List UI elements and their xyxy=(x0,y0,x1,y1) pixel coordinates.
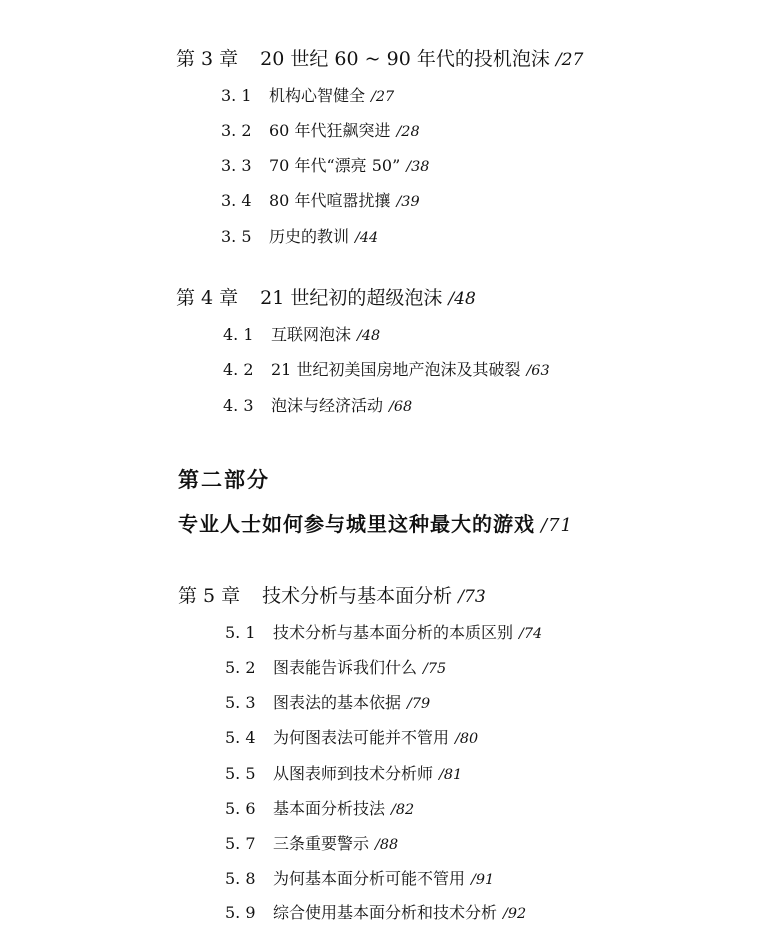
section-title: 基本面分析技法 xyxy=(273,799,386,818)
section-number: 5. 7 xyxy=(225,834,256,853)
section-3-2 xyxy=(221,118,420,141)
section-number: 5. 8 xyxy=(225,869,256,888)
page-number: /91 xyxy=(471,872,495,888)
section-3-1 xyxy=(221,83,394,106)
section-5-5 xyxy=(225,761,462,784)
section-5-8 xyxy=(225,866,494,889)
chapter-title: 21 世纪初的超级泡沫 xyxy=(260,287,443,309)
page-number: /75 xyxy=(423,661,447,677)
page-number: /44 xyxy=(355,230,379,246)
section-number: 5. 3 xyxy=(225,693,256,712)
section-5-9 xyxy=(225,900,526,923)
page-number: /79 xyxy=(407,696,431,712)
section-number: 5. 4 xyxy=(225,728,256,747)
section-number: 5. 1 xyxy=(225,623,256,642)
section-3-3 xyxy=(221,153,429,176)
section-title: 图表法的基本依据 xyxy=(273,693,402,712)
chapter-5-heading xyxy=(178,581,486,608)
part-title-text: 专业人士如何参与城里这种最大的游戏 xyxy=(178,512,535,536)
section-title: 70 年代“漂亮 50” xyxy=(269,156,401,175)
section-number: 3. 1 xyxy=(221,86,252,105)
section-5-1 xyxy=(225,620,542,643)
page-number: /27 xyxy=(555,50,584,70)
section-number: 5. 5 xyxy=(225,764,256,783)
page-number: /80 xyxy=(455,731,479,747)
section-title: 机构心智健全 xyxy=(269,86,366,105)
section-4-2 xyxy=(223,357,550,380)
page-number: /88 xyxy=(375,837,399,853)
chapter-title: 技术分析与基本面分析 xyxy=(262,585,453,607)
section-number: 3. 5 xyxy=(221,227,252,246)
section-3-4 xyxy=(221,188,420,211)
section-5-4 xyxy=(225,725,478,748)
section-number: 4. 3 xyxy=(223,396,254,415)
section-title: 互联网泡沫 xyxy=(271,325,352,344)
section-3-5 xyxy=(221,224,378,247)
section-5-2 xyxy=(225,655,446,678)
section-number: 4. 1 xyxy=(223,325,254,344)
chapter-4-heading xyxy=(176,283,476,310)
page-number: /39 xyxy=(396,194,420,210)
section-title: 历史的教训 xyxy=(269,227,350,246)
section-5-3 xyxy=(225,690,430,713)
section-number: 3. 3 xyxy=(221,156,252,175)
chapter-number: 第 4 章 xyxy=(176,287,239,309)
section-title: 图表能告诉我们什么 xyxy=(273,658,418,677)
part-2-label: 第二部分 xyxy=(178,467,270,492)
section-title: 80 年代喧嚣扰攘 xyxy=(269,191,391,210)
page-number: /82 xyxy=(391,802,415,818)
section-4-3 xyxy=(223,393,412,416)
chapter-3-heading xyxy=(176,44,583,71)
section-4-1 xyxy=(223,322,380,345)
section-number: 5. 6 xyxy=(225,799,256,818)
section-number: 5. 9 xyxy=(225,903,256,922)
page-number: /68 xyxy=(389,399,413,415)
chapter-number: 第 3 章 xyxy=(176,48,239,70)
page-number: /28 xyxy=(396,124,420,140)
page-number: /71 xyxy=(541,515,573,536)
chapter-title: 20 世纪 60 ~ 90 年代的投机泡沫 xyxy=(260,48,550,70)
section-title: 技术分析与基本面分析的本质区别 xyxy=(273,623,514,642)
section-5-6 xyxy=(225,796,414,819)
page-number: /48 xyxy=(357,328,381,344)
page-number: /92 xyxy=(503,906,527,922)
page-number: /27 xyxy=(371,89,395,105)
section-title: 综合使用基本面分析和技术分析 xyxy=(273,903,498,922)
section-title: 为何图表法可能并不管用 xyxy=(273,728,450,747)
section-5-7 xyxy=(225,831,398,854)
page-number: /73 xyxy=(458,587,486,607)
part-2-title xyxy=(178,508,573,537)
section-number: 5. 2 xyxy=(225,658,256,677)
page-number: /81 xyxy=(439,767,463,783)
section-title: 为何基本面分析可能不管用 xyxy=(273,869,466,888)
section-number: 3. 4 xyxy=(221,191,252,210)
page-number: /48 xyxy=(448,289,476,309)
page-number: /74 xyxy=(519,626,543,642)
page-number: /63 xyxy=(526,363,550,379)
section-number: 3. 2 xyxy=(221,121,252,140)
section-number: 4. 2 xyxy=(223,360,254,379)
section-title: 三条重要警示 xyxy=(273,834,370,853)
page-number: /38 xyxy=(406,159,430,175)
section-title: 21 世纪初美国房地产泡沫及其破裂 xyxy=(271,360,521,379)
chapter-number: 第 5 章 xyxy=(178,585,241,607)
section-title: 从图表师到技术分析师 xyxy=(273,764,434,783)
section-title: 60 年代狂飙突进 xyxy=(269,121,391,140)
section-title: 泡沫与经济活动 xyxy=(271,396,384,415)
